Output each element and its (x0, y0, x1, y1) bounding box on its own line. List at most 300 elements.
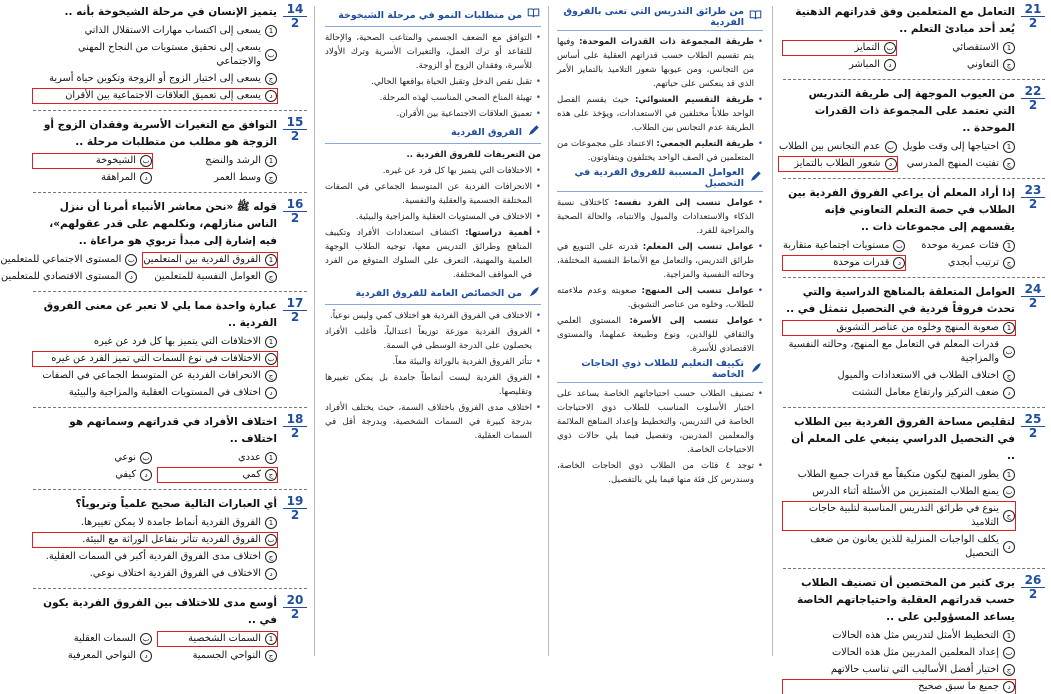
question-separator (33, 291, 307, 292)
question-number: 16 (283, 199, 307, 212)
options-list (783, 468, 1015, 561)
question-number-badge (283, 496, 307, 521)
option-text: اختلاف الطلاب في الاستعدادات والميول (837, 370, 999, 381)
option-letter-circle: ج (265, 370, 277, 382)
option-letter-circle: د (893, 257, 905, 269)
option-text: المباشر (849, 59, 880, 70)
option-text: الفروق الفردية تتأثر بتفاعل الوراثة مع البيئة. (82, 534, 261, 545)
option-text: الرشد والنضج (205, 155, 261, 166)
section-title-text: من متطلبات النمو في مرحلة الشيخوخة (338, 9, 522, 21)
question-list (0, 2, 307, 663)
answer-option[interactable] (143, 270, 277, 284)
question-marks: 2 (290, 607, 300, 621)
question-number-badge (1021, 575, 1045, 600)
question-text: العوامل المتعلقة بالمناهج الدراسية والتي تحدث فروقاً فردية في التحصيل تتمثل في .. (786, 286, 1015, 315)
options-list (0, 253, 277, 284)
question-block (33, 4, 307, 103)
question-number-badge (283, 117, 307, 142)
answer-option[interactable] (779, 140, 897, 154)
question-text: لتقليص مساحة الفروق الفردية بين الطلاب في التحصيل الدراسي ينبغي على المعلم أن .. (791, 416, 1015, 462)
option-text: التمايز (854, 42, 880, 53)
option-letter-circle: ب (884, 42, 896, 54)
bullet-item (325, 91, 541, 105)
option-letter-circle: ب (140, 452, 152, 464)
option-text: كمي (242, 469, 261, 480)
column-divider (772, 6, 773, 656)
bullet-item (325, 325, 541, 353)
correct-answer-option[interactable] (33, 154, 152, 168)
bullet-item (557, 240, 763, 282)
correct-answer-option[interactable] (33, 89, 277, 103)
answer-option[interactable] (783, 386, 1015, 400)
option-text: إعداد المعلمين المدربين مثل هذه الحالات (831, 647, 999, 658)
question-separator (783, 178, 1045, 179)
bullet-item (557, 314, 763, 356)
question-number-badge (283, 595, 307, 620)
options-list (33, 24, 277, 103)
answer-option[interactable] (783, 468, 1015, 482)
correct-answer-option[interactable] (779, 157, 897, 171)
answer-option[interactable] (903, 157, 1016, 171)
option-text: كيفي (115, 469, 136, 480)
column-mid-right-notes (557, 4, 763, 658)
question-text: يتميز الإنسان في مرحلة الشيخوخة بأنه .. (64, 6, 277, 18)
bullet-item (325, 164, 541, 178)
question-number-badge (283, 298, 307, 323)
option-letter-circle: ب (885, 141, 897, 153)
option-letter-circle: 1 (265, 517, 277, 529)
answer-option[interactable] (783, 485, 1015, 499)
bullet-text: صعوبته وعدم ملاءمته للطلاب، وخلوه من عناصر التشويق. (557, 286, 754, 310)
option-text: شعور الطلاب بالتمايز (794, 158, 881, 169)
column-right-questions (778, 2, 1045, 692)
question-block (33, 595, 307, 663)
question-block (778, 84, 1045, 171)
question-block (33, 414, 307, 482)
bullet-text: تعميق العلاقات الاجتماعية بين الأقران. (396, 109, 532, 119)
question-number-badge (1021, 185, 1045, 210)
question-marks: 2 (290, 310, 300, 324)
answer-option[interactable] (158, 649, 277, 663)
option-letter-circle: 1 (265, 452, 277, 464)
question-number-badge (1021, 414, 1045, 439)
answer-option[interactable] (158, 154, 277, 168)
question-number: 26 (1021, 575, 1045, 588)
answer-option[interactable] (33, 24, 277, 38)
question-block (33, 496, 307, 581)
answer-option[interactable] (33, 41, 277, 69)
option-text: احتياجها إلى وقت طويل (902, 141, 999, 152)
question-block (33, 117, 307, 185)
option-text: اختلاف في المستويات العقلية والمزاجية والبيئية (68, 387, 261, 398)
answer-option[interactable] (783, 663, 1015, 677)
answer-option[interactable] (33, 335, 277, 349)
options-list (783, 321, 1015, 400)
bullet-text: تقبل نقص الدخل وتقبل الحياة بواقعها الحالي. (371, 77, 532, 87)
option-text: النواحي المعرفية (67, 650, 136, 661)
option-text: الفروق الفردية أنماط جامدة لا يمكن تغييرها. (80, 517, 261, 528)
question-number: 25 (1021, 414, 1045, 427)
answer-option[interactable] (33, 550, 277, 564)
option-text: يمنع الطلاب المتميزين من الأسئلة أثناء الدرس (812, 486, 999, 497)
question-number-badge (1021, 4, 1045, 29)
question-marks: 2 (1028, 587, 1038, 601)
option-letter-circle: د (140, 469, 152, 481)
option-letter-circle: د (1003, 541, 1015, 553)
options-list (783, 41, 1015, 72)
answer-option[interactable] (0, 270, 137, 284)
answer-option[interactable] (783, 533, 1015, 561)
section-title (557, 6, 763, 31)
bullet-item (325, 75, 541, 89)
bullet-text: الاختلاف في المستويات العقلية والمزاجية والبيئية. (355, 212, 532, 222)
section-title (325, 284, 541, 305)
question-separator (33, 588, 307, 589)
option-text: الاستقصائي (952, 42, 999, 53)
bullet-item (557, 137, 763, 165)
column-divider (548, 6, 549, 656)
correct-answer-option[interactable] (33, 352, 277, 366)
option-letter-circle: ب (140, 633, 152, 645)
question-marks: 2 (290, 211, 300, 225)
option-text: يسعى إلى تعميق العلاقات الاجتماعية بين الأقران (65, 90, 261, 101)
options-list (33, 335, 277, 400)
pen-icon (526, 123, 541, 141)
question-text: قوله ﷺ «نحن معاشر الأنبياء أمرنا أن ننزل الناس منازلهم، ونكلمهم على قدر عقولهم»، فيه إشارة إلى مبدأ تربوي هو مراعاة .. (49, 201, 277, 247)
option-letter-circle: ب (265, 353, 277, 365)
bullet-text: اكتشاف استعدادات الأفراد وتكييف المناهج وطرائق التدريس معها، توجيه الطلاب الوجهة العلمية والمهنية، التعرف على السلوك المتوقع من الفرد في المواقف المختلفة. (325, 228, 532, 280)
option-text: المستوى الاجتماعي للمتعلمين (0, 254, 122, 265)
column-mid-left-notes (325, 4, 541, 658)
bullet-text: الفروق الفردية موزعة توزيعاً اعتدالياً، فأغلب الأفراد يحصلون على الدرجة الوسطى في السمة. (325, 327, 532, 351)
correct-answer-option[interactable] (783, 680, 1015, 694)
question-marks: 2 (1028, 197, 1038, 211)
answer-option[interactable] (0, 253, 137, 267)
answer-option[interactable] (903, 140, 1016, 154)
option-text: التعاوني (967, 59, 999, 70)
question-text: يرى كثير من المختصين أن تصنيف الطلاب حسب قدراتهم العقلية واحتياجاتهم الخاصة يساعد المسؤولين على .. (796, 577, 1015, 623)
option-text: فئات عمرية موحدة (921, 240, 999, 251)
bullet-key: أهمية دراستها: (465, 228, 532, 238)
option-letter-circle: د (265, 90, 277, 102)
option-text: يسعى إلى تحقيق مستويات من النجاح المهني والاجتماعي (78, 42, 261, 67)
options-list (33, 451, 277, 482)
question-marks: 2 (1028, 98, 1038, 112)
option-letter-circle: ب (1003, 647, 1015, 659)
answer-option[interactable] (911, 256, 1015, 270)
bullet-text: تصنيف الطلاب حسب احتياجاتهم الخاصة يساعد على اختيار الأسلوب المناسب للطلاب ذوي الاحتياجات الخاصة في التدريس، والتخطيط وإعداد المناهج الملائمة والمعلمين المدربين، وتفصيل فيما يلي حالات ذوي الاحتياجات الخاصة. (557, 389, 754, 455)
correct-answer-option[interactable] (783, 41, 896, 55)
answer-option[interactable] (783, 338, 1015, 366)
option-text: التخطيط الأمثل لتدريس مثل هذه الحالات (832, 630, 999, 641)
options-list (778, 140, 1015, 171)
bullet-text: توجد ٤ فئات من الطلاب ذوي الحاجات الخاصة، وسندرس كل فئة منها فيما يلي بالتفصيل. (557, 461, 755, 485)
option-letter-circle: د (1003, 387, 1015, 399)
option-text: قدرات المعلم في التعامل مع المنهج، وحالته النفسية والمزاجية (788, 339, 999, 364)
option-letter-circle: ب (125, 254, 137, 266)
question-marks: 2 (290, 508, 300, 522)
bullet-text: الانحرافات الفردية عن المتوسط الجماعي في الصفات المختلفة الجسمية والعقلية والنفسية. (325, 182, 532, 206)
correct-answer-option[interactable] (783, 502, 1015, 530)
pin-icon (748, 360, 763, 378)
bullet-item (557, 93, 763, 135)
bullet-item (325, 180, 541, 208)
quill-icon (526, 284, 541, 302)
question-text: التوافق مع التغيرات الأسرية وفقدان الزوج أو الزوجة هو مطلب من متطلبات مرحلة .. (43, 119, 277, 148)
option-letter-circle: 1 (265, 336, 277, 348)
answer-option[interactable] (902, 41, 1015, 55)
question-marks: 2 (1028, 16, 1038, 30)
bullet-item (325, 107, 541, 121)
option-text: صعوبة المنهج وخلوه من عناصر التشويق (836, 322, 999, 333)
bullet-item (325, 31, 541, 73)
book-icon (526, 6, 541, 24)
option-text: ضعف التركيز وارتفاع معامل التشتت (851, 387, 999, 398)
section-title (557, 167, 763, 192)
bullet-item (325, 210, 541, 224)
option-letter-circle: ب (1003, 486, 1015, 498)
option-letter-circle: ج (1003, 158, 1015, 170)
bullet-item (557, 387, 763, 457)
answer-option[interactable] (158, 171, 277, 185)
option-letter-circle: ج (265, 73, 277, 85)
bullet-item (557, 284, 763, 312)
question-block (783, 575, 1045, 694)
bullet-key: عوامل تنسب إلى الفرد نفسه: (614, 198, 754, 208)
option-text: عددي (237, 452, 261, 463)
option-letter-circle: د (140, 650, 152, 662)
correct-answer-option[interactable] (783, 321, 1015, 335)
question-separator (33, 192, 307, 193)
option-letter-circle: 1 (1003, 630, 1015, 642)
option-text: المستوى الاقتصادي للمتعلمين (0, 271, 122, 282)
bullet-text: تهيئة المناخ الصحي المناسب لهذه المرحلة. (379, 93, 532, 103)
option-letter-circle: ج (1003, 664, 1015, 676)
question-text: إذا أراد المعلم أن يراعي الفروق الفردية بين الطلاب في حصة التعلم التعاوني فإنه يقسمهم إلى مجموعات ذات .. (788, 187, 1015, 233)
question-number: 20 (283, 595, 307, 608)
bullet-key: عوامل تنسب إلى المعلم: (642, 242, 755, 252)
column-left-questions (0, 2, 307, 661)
section-title (557, 358, 763, 383)
answer-option[interactable] (33, 171, 152, 185)
answer-option[interactable] (33, 369, 277, 383)
option-letter-circle: ب (893, 240, 905, 252)
bullet-text: الاختلافات التي يتميز بها كل فرد عن غيره. (382, 166, 532, 176)
bullet-text: اختلاف مدى الفروق باختلاف السمة، حيث يختلف الأفراد بدرجة كبيرة في السمات الشخصية، وبدرجة أقل في السمات العقلية. (325, 403, 532, 441)
bullet-text: تتأثر الفروق الفردية بالوراثة والبيئة معاً. (392, 357, 532, 367)
bullet-text: المستوى العلمي والثقافي للوالدين، ونوع وطبيعة عملهما، والمستوى الاقتصادي للأسرة. (557, 316, 754, 354)
option-letter-circle: ج (1003, 59, 1015, 71)
question-separator (33, 110, 307, 111)
answer-option[interactable] (911, 239, 1015, 253)
bullet-text: الاختلاف في الفروق الفردية هو اختلاف كمي وليس نوعياً. (330, 311, 532, 321)
option-letter-circle: د (1003, 681, 1015, 693)
notes-list (325, 6, 541, 443)
column-divider (314, 6, 315, 656)
correct-answer-option[interactable] (158, 632, 277, 646)
answer-option[interactable] (158, 451, 277, 465)
option-letter-circle: 1 (265, 25, 277, 37)
option-text: اختيار أفضل الأساليب التي تناسب حالاتهم (830, 664, 999, 675)
correct-answer-option[interactable] (143, 253, 277, 267)
answer-option[interactable] (783, 58, 896, 72)
answer-option[interactable] (783, 239, 905, 253)
section-title-text: من طرائق التدريس التي تعنى بالفروق الفردية (563, 6, 744, 28)
section-lead: من التعريفات للفروق الفردية .. (406, 150, 541, 160)
option-letter-circle: ج (265, 469, 277, 481)
section-title (325, 123, 541, 144)
answer-option[interactable] (33, 468, 152, 482)
question-number-badge (283, 414, 307, 439)
option-text: الاختلافات في نوع السمات التي تميز الفرد عن غيره (51, 353, 261, 364)
question-marks: 2 (290, 129, 300, 143)
section-title (325, 6, 541, 27)
question-marks: 2 (1028, 296, 1038, 310)
question-block (783, 284, 1045, 400)
option-text: السمات الشخصية (188, 633, 261, 644)
answer-option[interactable] (783, 646, 1015, 660)
option-text: اختلاف مدى الفروق الفردية أكبر في السمات العقلية. (45, 551, 261, 562)
answer-option[interactable] (33, 451, 152, 465)
option-text: مستويات اجتماعية متقاربة (783, 240, 890, 251)
option-text: العوامل النفسية للمتعلمين (154, 271, 261, 282)
answer-option[interactable] (33, 649, 152, 663)
question-list (778, 2, 1045, 694)
lightbulb-icon (748, 8, 763, 26)
option-letter-circle: ب (140, 155, 152, 167)
option-text: ترتيب أبجدي (947, 257, 999, 268)
question-marks: 2 (1028, 426, 1038, 440)
option-letter-circle: د (884, 59, 896, 71)
option-letter-circle: ج (1003, 510, 1015, 522)
question-block (783, 4, 1045, 72)
bullet-text: الفروق الفردية ليست أنماطاً جامدة بل يمكن تغييرها وتقليصها. (325, 373, 532, 397)
option-text: الفروق الفردية بين المتعلمين (143, 254, 261, 265)
option-text: وسط العمر (214, 172, 261, 183)
answer-option[interactable] (33, 632, 152, 646)
question-separator (33, 489, 307, 490)
section-title-text: العوامل المسببة للفروق الفردية في التحصيل (574, 167, 744, 189)
options-list (783, 629, 1015, 694)
question-block (783, 185, 1045, 270)
option-letter-circle: ب (265, 534, 277, 546)
bullet-text: حيث يقسم الفصل الواحد طلاباً مختلفين في الاستعدادات، ويؤخذ على هذه الطريقة عدم التجانس بين الطلاب. (557, 95, 754, 133)
question-separator (783, 277, 1045, 278)
bullet-key: طريقة التعليم الجمعي: (656, 139, 755, 149)
bullet-text: التوافق مع الضعف الجسمي والمتاعب الصحية، والإحالة للتقاعد أو ترك العمل، والتغيرات الأسرية وترك الأولاد للأسرة، وفقدان الزوج أو الزوجة. (325, 33, 532, 71)
answer-option[interactable] (33, 567, 277, 581)
option-letter-circle: 1 (1003, 469, 1015, 481)
question-number: 17 (283, 298, 307, 311)
option-letter-circle: 1 (1003, 42, 1015, 54)
question-number: 24 (1021, 284, 1045, 297)
bullet-item (325, 355, 541, 369)
option-letter-circle: ج (1003, 257, 1015, 269)
bullet-text: كاختلاف نسبة الذكاء والاستعدادات والميول والانتباه، والحالة الصحية والمزاجية للفرد. (557, 198, 754, 236)
correct-answer-option[interactable] (158, 468, 277, 482)
question-number: 15 (283, 117, 307, 130)
option-letter-circle: د (885, 158, 897, 170)
option-letter-circle: د (125, 271, 137, 283)
bullet-text: الاعتماد على مجموعات من المتعلمين في الصف الواحد يختلفون ويتفاوتون. (557, 139, 754, 163)
answer-option[interactable] (33, 386, 277, 400)
bullet-key: عوامل تنسب إلى الأسرة: (629, 316, 754, 326)
notes-list (557, 6, 763, 487)
option-letter-circle: د (265, 387, 277, 399)
option-text: يكلف الواجبات المنزلية للذين يعانون من ضعف التحصيل (810, 534, 999, 559)
option-text: جميع ما سبق صحيح (918, 681, 999, 692)
bullet-key: عوامل تنسب إلى المنهج: (641, 286, 754, 296)
section-title-text: من الخصائص العامة للفروق الفردية (355, 287, 522, 299)
question-text: أي العبارات التالية صحيح علمياً وتربوياً؟ (75, 498, 277, 510)
option-letter-circle: 1 (265, 633, 277, 645)
question-number: 18 (283, 414, 307, 427)
board-icon (748, 169, 763, 187)
question-block (783, 414, 1045, 561)
option-text: الشيخوخة (95, 155, 136, 166)
bullet-item (325, 401, 541, 443)
options-list (783, 239, 1015, 270)
correct-answer-option[interactable] (33, 533, 277, 547)
question-separator (33, 407, 307, 408)
option-letter-circle: 1 (1003, 141, 1015, 153)
question-number: 14 (283, 4, 307, 17)
answer-option[interactable] (33, 72, 277, 86)
option-letter-circle: د (140, 172, 152, 184)
question-text: عبارة واحدة مما يلي لا تعبر عن معنى الفروق الفردية .. (43, 300, 277, 329)
option-letter-circle: د (265, 568, 277, 580)
option-text: نوعي (114, 452, 136, 463)
option-text: عدم التجانس بين الطلاب (778, 141, 881, 152)
option-text: يسعى إلى اكتساب مهارات الاستقلال الذاتي (84, 25, 261, 36)
question-text: اختلاف الأفراد في قدراتهم وسماتهم هو اختلاف .. (69, 416, 277, 445)
option-text: الاختلافات التي يتميز بها كل فرد عن غيره (93, 336, 261, 347)
option-text: ينوع في طرائق التدريس المناسبة لتلبية حاجات التلاميذ (808, 503, 999, 528)
bullet-item (325, 309, 541, 323)
bullet-key: طريقة المجموعة ذات القدرات الموحدة: (579, 37, 754, 47)
option-text: تفتيت المنهج المدرسي (906, 158, 999, 169)
option-text: قدرات موحدة (833, 257, 890, 268)
option-letter-circle: 1 (1003, 240, 1015, 252)
question-separator (783, 407, 1045, 408)
question-number: 22 (1021, 86, 1045, 99)
question-number: 23 (1021, 185, 1045, 198)
answer-option[interactable] (33, 516, 277, 530)
answer-option[interactable] (902, 58, 1015, 72)
options-list (33, 516, 277, 581)
question-number-badge (283, 4, 307, 29)
question-number-badge (283, 199, 307, 224)
option-letter-circle: 1 (265, 254, 277, 266)
answer-option[interactable] (783, 369, 1015, 383)
option-text: الانحرافات الفردية عن المتوسط الجماعي في الصفات (42, 370, 261, 381)
option-text: المراهقة (101, 172, 136, 183)
question-marks: 2 (290, 426, 300, 440)
question-text: التعامل مع المتعلمين وفق قدراتهم الذهنية يُعد أحد مبادئ التعلم .. (795, 6, 1015, 35)
question-block (0, 197, 307, 284)
answer-option[interactable] (783, 629, 1015, 643)
bullet-item (325, 371, 541, 399)
correct-answer-option[interactable] (783, 256, 905, 270)
option-text: يسعى إلى اختيار الزوج أو الزوجة وتكوين حياة أسرية (49, 73, 261, 84)
option-text: يطور المنهج ليكون متكيفاً مع قدرات جميع الطلاب (797, 469, 999, 480)
option-letter-circle: 1 (1003, 322, 1015, 334)
bullet-text: وفيها يتم تقسيم الطلاب حسب قدراتهم العقلية على أساس من التجانس، ومن عيوبها شعور التلاميذ بالتمايز الأمر الذي قد ينعكس على حياتهم. (557, 37, 754, 89)
option-letter-circle: 1 (265, 155, 277, 167)
question-number: 21 (1021, 4, 1045, 17)
section-title-text: الفروق الفردية (450, 126, 522, 138)
option-letter-circle: ج (265, 650, 277, 662)
